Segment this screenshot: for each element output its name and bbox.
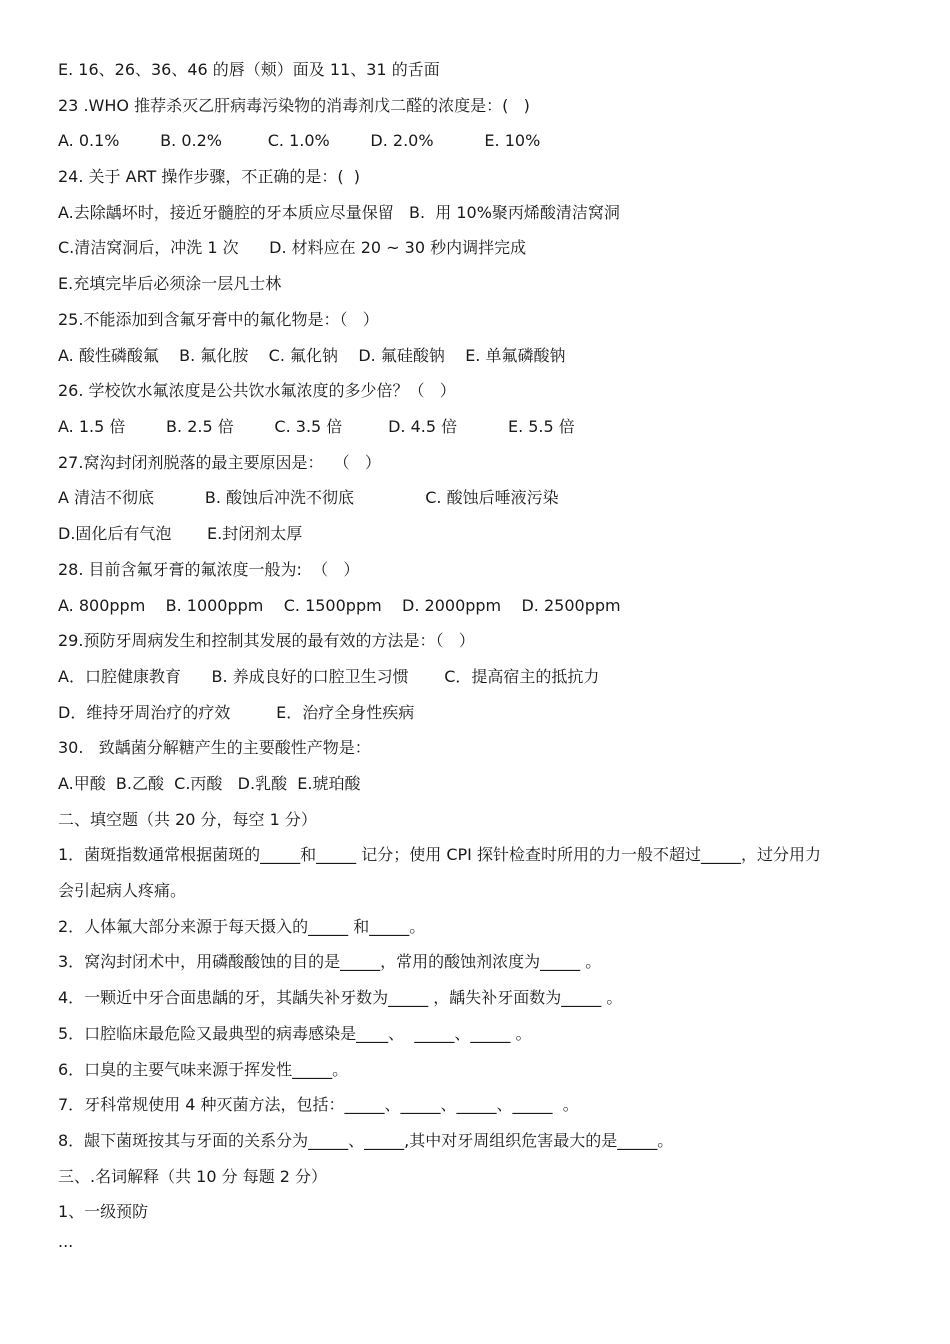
question-29: 29.预防牙周病发生和控制其发展的最有效的方法是：（ ） xyxy=(58,631,475,650)
options-29-de: D．维持牙周治疗的疗效 E．治疗全身性疾病 xyxy=(58,703,415,722)
options-25: A. 酸性磷酸氟 B. 氟化胺 C. 氟化钠 D. 氟硅酸钠 E. 单氟磷酸钠 xyxy=(58,346,566,365)
question-26: 26. 学校饮水氟浓度是公共饮水氟浓度的多少倍？（ ） xyxy=(58,381,456,400)
options-24-ab: A.去除龋坏时，接近牙髓腔的牙本质应尽量保留 B. 用 10%聚丙烯酸清洁窝洞 xyxy=(58,203,620,222)
fill-blank-5: 5．口腔临床最危险又最典型的病毒感染是____、 _____、_____ 。 xyxy=(58,1024,532,1043)
section-heading-definitions: 三、.名词解释（共 10 分 每题 2 分） xyxy=(58,1167,328,1186)
ellipsis-continuation: ... xyxy=(58,1232,74,1251)
options-27-abc: A 清洁不彻底 B. 酸蚀后冲洗不彻底 C. 酸蚀后唾液污染 xyxy=(58,488,559,507)
options-29-abc: A．口腔健康教育 B. 养成良好的口腔卫生习惯 C．提高宿主的抵抗力 xyxy=(58,667,600,686)
option-line-22e: E. 16、26、36、46 的唇（颊）面及 11、31 的舌面 xyxy=(58,60,440,79)
fill-blank-6: 6．口臭的主要气味来源于挥发性_____。 xyxy=(58,1060,349,1079)
options-23: A. 0.1% B. 0.2% C. 1.0% D. 2.0% E. 10% xyxy=(58,131,541,150)
question-30: 30. 致龋菌分解糖产生的主要酸性产物是： xyxy=(58,738,371,757)
fill-blank-1-continued: 会引起病人疼痛。 xyxy=(58,881,187,900)
options-24-cd: C.清洁窝洞后，冲洗 1 次 D. 材料应在 20 ~ 30 秒内调拌完成 xyxy=(58,238,527,257)
options-26: A. 1.5 倍 B. 2.5 倍 C. 3.5 倍 D. 4.5 倍 E. 5.5 倍 xyxy=(58,417,575,436)
options-27-de: D.固化后有气泡 E.封闭剂太厚 xyxy=(58,524,303,543)
question-25: 25.不能添加到含氟牙膏中的氟化物是：（ ） xyxy=(58,310,379,329)
definition-1: 1、一级预防 xyxy=(58,1202,149,1221)
options-24-e: E.充填完毕后必须涂一层凡士林 xyxy=(58,274,282,293)
fill-blank-2: 2．人体氟大部分来源于每天摄入的_____ 和_____。 xyxy=(58,917,426,936)
question-24: 24. 关于 ART 操作步骤，不正确的是：( ) xyxy=(58,167,361,186)
options-28: A. 800ppm B. 1000ppm C. 1500ppm D. 2000ppm D. 2500ppm xyxy=(58,596,621,615)
fill-blank-8: 8．龈下菌斑按其与牙面的关系分为_____、_____,其中对牙周组织危害最大的是_____。 xyxy=(58,1131,674,1150)
question-23: 23 .WHO 推荐杀灭乙肝病毒污染物的消毒剂戊二醛的浓度是：( ) xyxy=(58,96,530,115)
question-27: 27.窝沟封闭剂脱落的最主要原因是： （ ） xyxy=(58,453,381,472)
options-30: A.甲酸 B.乙酸 C.丙酸 D.乳酸 E.琥珀酸 xyxy=(58,774,361,793)
section-heading-fill-blank: 二、填空题（共 20 分，每空 1 分） xyxy=(58,810,317,829)
fill-blank-1: 1．菌斑指数通常根据菌斑的_____和_____ 记分；使用 CPI 探针检查时所用的力一般不超过_____，过分用力 xyxy=(58,845,821,864)
question-28: 28. 目前含氟牙膏的氟浓度一般为: （ ） xyxy=(58,560,360,579)
fill-blank-3: 3．窝沟封闭术中，用磷酸酸蚀的目的是_____，常用的酸蚀剂浓度为_____ 。 xyxy=(58,952,602,971)
fill-blank-4: 4．一颗近中牙合面患龋的牙，其龋失补牙数为_____ ，龋失补牙面数为_____ 。 xyxy=(58,988,623,1007)
fill-blank-7: 7．牙科常规使用 4 种灭菌方法，包括：_____、_____、_____、_____ 。 xyxy=(58,1095,579,1114)
